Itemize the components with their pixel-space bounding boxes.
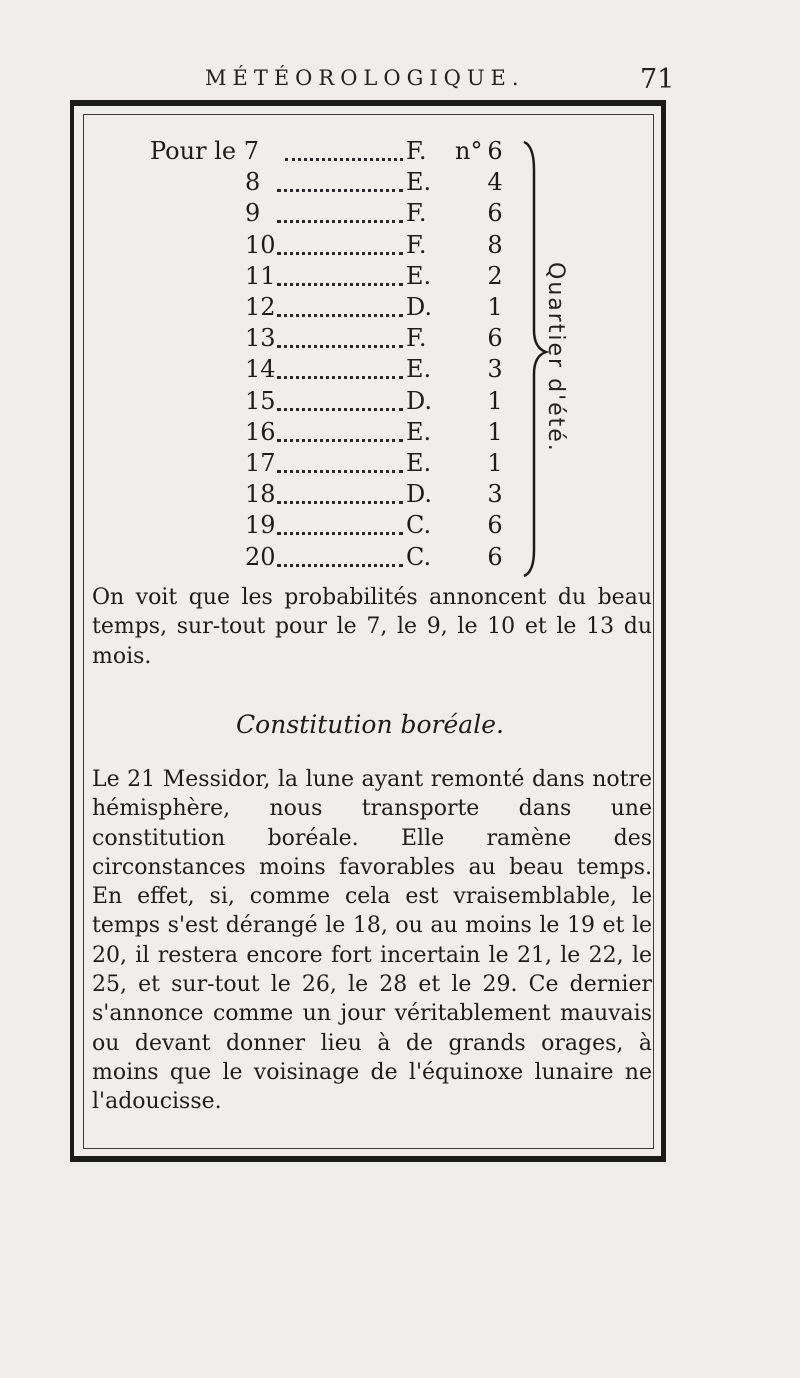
row-grade: F. [406,199,427,228]
dot-leader [277,532,403,567]
row-grade: E. [406,449,432,477]
row-grade: D. [406,480,433,509]
row-number: 8 [487,230,503,259]
row-date: 8 [245,168,261,197]
dot-leader [277,344,403,379]
dot-leader [277,376,403,411]
dot-leader [277,469,403,504]
row-number: 6 [487,199,503,228]
row-number: 3 [487,355,503,384]
dot-leader [285,126,403,161]
row-date: 12 [245,293,276,321]
row-number: 3 [487,480,503,509]
row-number: 1 [487,417,503,446]
row-grade: E. [406,417,432,446]
row-number: 2 [487,261,503,290]
row-number: 6 [487,137,503,165]
row-grade: E. [406,261,432,290]
running-title: MÉTÉOROLOGIQUE. [205,66,525,90]
paragraph-2-text: Le 21 Messidor, la lune ayant remonté dans notre hémisphère, nous transporte dans une constitution boréale. Elle ramène des circonstances moins favorables au beau temps. En effet, si, comme cela est vraisemblable, le temps s'est dérangé le 18, ou au moins le 19 et le 20, il restera encore fort incertain le 21, le 22, le 25, et sur-tout le 26, le 28 et le 29. Ce dernier s'annonce comme un jour véritablement mauvais ou devant donner lieu à de grands orages, à moins que le voisinage de l'équinoxe lunaire ne l'adoucisse. [92,767,652,1115]
row-number: 6 [487,324,503,353]
dot-leader [277,220,403,255]
row-grade: F. [406,230,427,259]
running-head [0,66,800,100]
row-grade: E. [406,168,432,197]
row-date: 14 [245,355,276,384]
row-number: 6 [487,511,503,540]
row-date: Pour le 7 [150,137,259,165]
row-date: 17 [245,449,276,477]
row-number: 1 [487,386,503,415]
row-date: 18 [245,480,276,509]
brace-label: Quartier d'été. [543,262,568,453]
row-grade: E. [406,355,432,384]
row-grade: F. [406,137,427,165]
paragraph-boreal [92,765,652,1117]
row-date: 20 [245,542,276,571]
dot-leader [277,251,403,286]
row-date: 19 [245,511,276,540]
row-date: 16 [245,417,276,446]
row-grade: C. [406,511,432,540]
row-date: 15 [245,386,276,415]
section-heading: Constitution boréale. [236,710,504,739]
row-number: 1 [487,449,503,477]
dot-leader [277,282,403,317]
paragraph-conclusion [92,583,652,671]
number-prefix: n° [455,137,483,165]
row-grade: C. [406,542,432,571]
row-number: 6 [487,542,503,571]
page-number: 71 [640,64,675,95]
row-date: 9 [245,199,261,228]
row-date: 11 [245,261,276,290]
row-date: 13 [245,324,276,353]
dot-leader [277,407,403,442]
row-number: 1 [487,293,503,321]
paragraph-1-text: On voit que les probabilités annoncent du beau temps, sur-tout pour le 7, le 9, le 10 et le 13 du mois. [92,585,652,669]
dot-leader [277,500,403,535]
row-date: 10 [245,230,276,259]
row-grade: D. [406,293,433,321]
row-grade: D. [406,386,433,415]
dot-leader [277,313,403,348]
dot-leader [277,157,403,192]
table-row [150,541,530,573]
row-number: 4 [487,168,503,197]
dot-leader [277,438,403,473]
dot-leader [277,188,403,223]
row-grade: F. [406,324,427,353]
